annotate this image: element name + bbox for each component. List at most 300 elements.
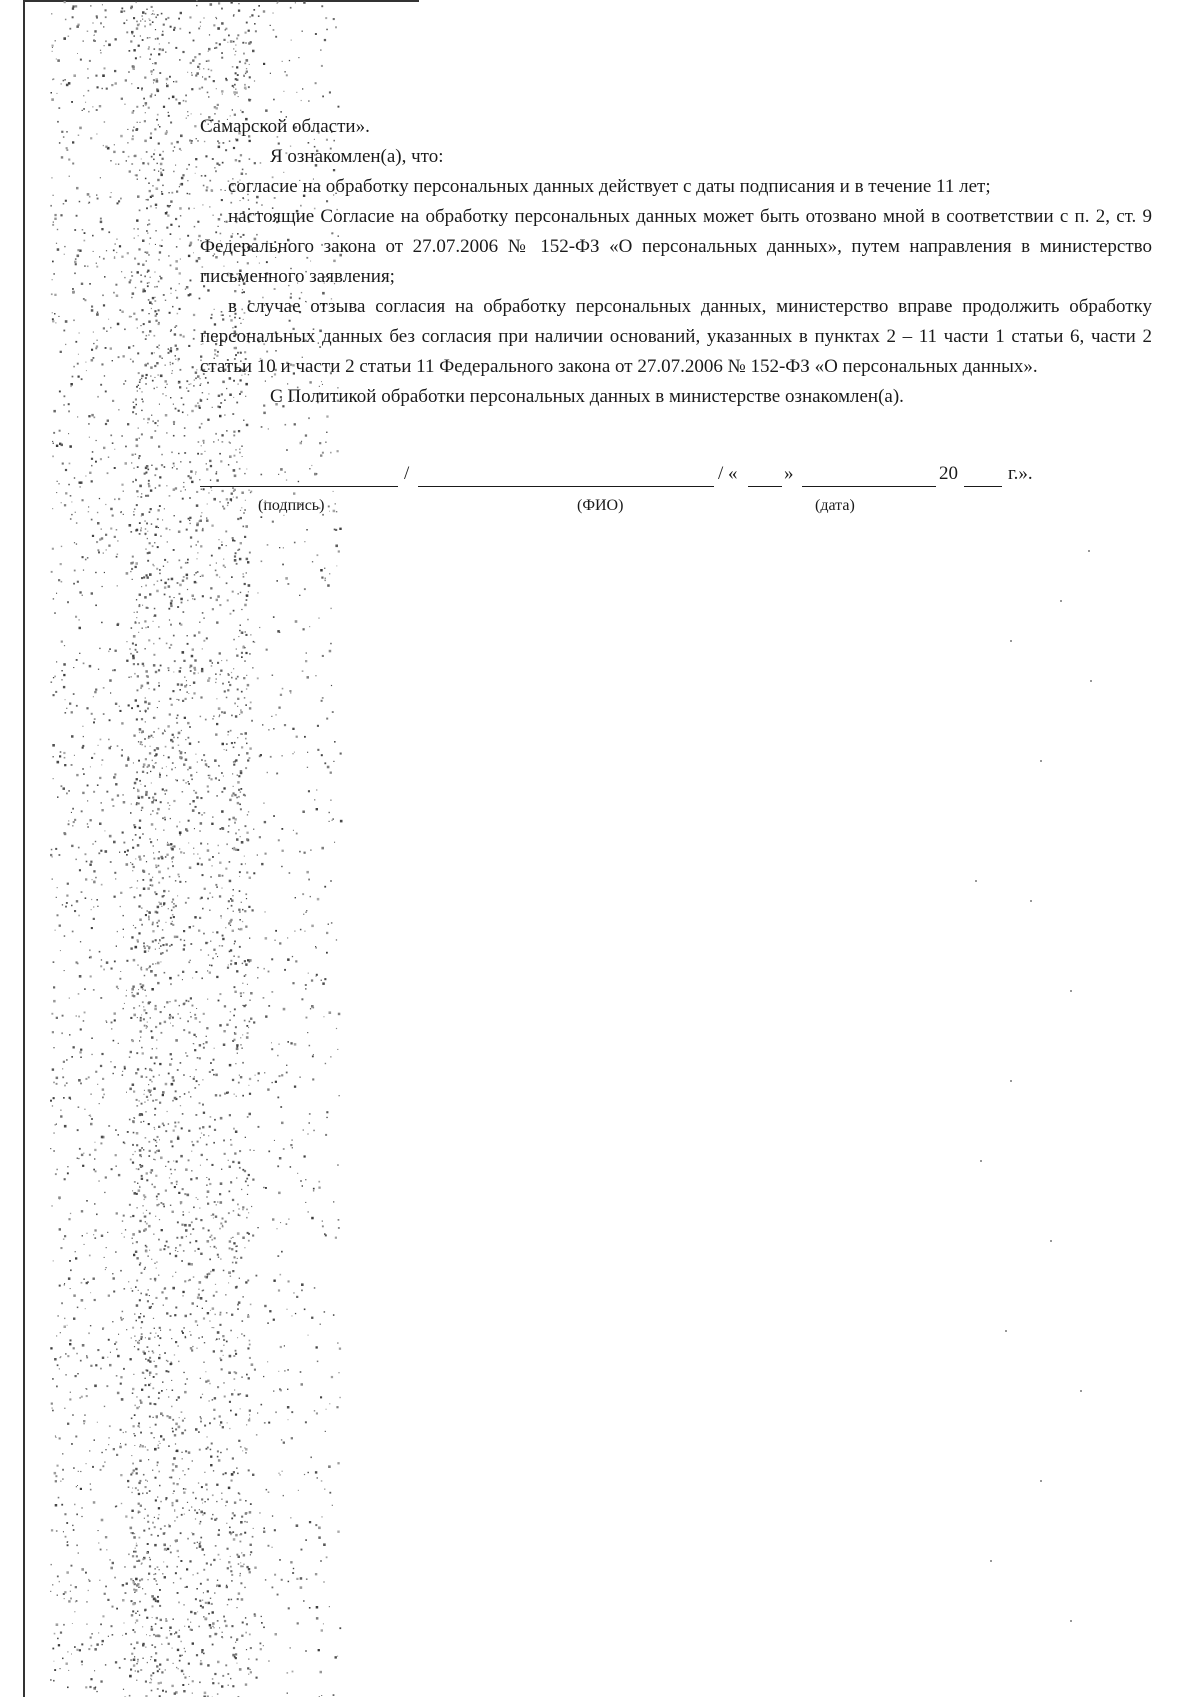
scan-speck <box>238 1214 239 1215</box>
scan-speck <box>131 275 133 277</box>
scan-speck <box>90 1325 91 1326</box>
scan-speck <box>305 984 307 986</box>
scan-speck <box>151 884 153 886</box>
scan-speck <box>232 773 233 774</box>
scan-speck <box>329 812 330 813</box>
scan-speck <box>156 1150 157 1151</box>
scan-speck <box>296 1296 298 1298</box>
scan-speck <box>93 791 95 793</box>
scan-speck <box>241 1635 243 1637</box>
scan-speck <box>338 550 340 552</box>
scan-speck <box>109 1364 112 1367</box>
scan-speck <box>170 265 172 267</box>
scan-speck <box>195 75 197 77</box>
scan-speck <box>185 1315 188 1318</box>
scan-speck <box>101 1136 104 1139</box>
scan-speck <box>209 972 211 974</box>
scan-speck <box>52 318 54 320</box>
scan-speck <box>210 1627 212 1629</box>
scan-speck <box>100 384 102 386</box>
scan-speck <box>145 112 146 113</box>
scan-speck <box>339 1397 340 1398</box>
scan-speck <box>100 177 101 178</box>
scan-speck <box>219 1338 220 1339</box>
scan-speck <box>199 1044 201 1046</box>
scan-speck <box>132 292 135 295</box>
scan-speck <box>93 1234 94 1235</box>
scan-speck <box>145 252 147 254</box>
scan-speck <box>220 1258 221 1259</box>
scan-speck <box>244 62 246 64</box>
scan-speck <box>74 1504 76 1506</box>
scan-speck <box>188 737 190 739</box>
scan-speck <box>149 1403 151 1405</box>
scan-speck <box>174 327 175 328</box>
scan-speck <box>229 818 231 820</box>
scan-speck <box>82 595 83 596</box>
scan-speck <box>58 483 60 485</box>
scan-speck <box>68 823 70 825</box>
scan-speck <box>201 897 203 899</box>
scan-speck <box>244 1247 245 1248</box>
scan-speck <box>82 1235 83 1236</box>
scan-speck <box>294 1086 296 1088</box>
scan-speck <box>162 151 164 153</box>
scan-speck <box>55 1124 56 1125</box>
scan-speck <box>143 105 144 106</box>
scan-speck <box>179 834 181 836</box>
scan-speck <box>213 1218 214 1219</box>
scan-speck <box>210 1310 211 1311</box>
scan-speck <box>241 746 243 748</box>
scan-speck <box>249 1357 251 1359</box>
scan-speck <box>212 1514 213 1515</box>
scan-speck <box>288 1607 290 1609</box>
scan-speck <box>149 20 150 21</box>
scan-speck <box>97 522 100 525</box>
scan-speck <box>186 529 188 531</box>
scan-speck <box>278 839 280 841</box>
scan-speck <box>245 73 246 74</box>
scan-speck <box>79 653 80 654</box>
scan-speck <box>95 1687 96 1688</box>
scan-speck <box>120 1429 122 1431</box>
scan-speck <box>234 1378 236 1380</box>
scan-speck <box>231 1 233 3</box>
scan-speck <box>120 906 121 907</box>
scan-speck <box>246 68 247 69</box>
scan-speck <box>188 345 190 347</box>
scan-speck <box>236 563 238 565</box>
scan-speck <box>242 734 243 735</box>
scan-speck <box>146 374 148 376</box>
scan-speck <box>232 413 234 415</box>
scan-speck <box>90 1116 91 1117</box>
scan-speck <box>294 423 296 425</box>
scan-speck <box>145 758 147 760</box>
scan-speck <box>250 1304 252 1306</box>
scan-speck <box>64 1284 65 1285</box>
scan-speck <box>163 1544 166 1547</box>
scan-speck <box>116 1212 118 1214</box>
scan-speck <box>157 925 159 927</box>
scan-speck <box>158 1239 160 1241</box>
scan-speck <box>156 286 158 288</box>
scan-speck <box>104 830 105 831</box>
scan-speck <box>77 249 79 251</box>
scan-speck <box>136 1543 137 1544</box>
scan-speck <box>58 107 60 109</box>
scan-speck <box>172 1419 174 1421</box>
scan-speck <box>259 1512 260 1513</box>
scan-speck <box>150 885 151 886</box>
scan-speck <box>235 678 237 680</box>
scan-speck <box>132 1144 134 1146</box>
scan-speck <box>329 1606 330 1607</box>
scan-speck <box>139 1615 140 1616</box>
scan-speck <box>176 1184 177 1185</box>
scan-speck <box>129 1088 132 1091</box>
scan-speck <box>127 1131 129 1133</box>
scan-speck <box>63 752 65 754</box>
scan-speck <box>176 1500 179 1503</box>
scan-speck <box>90 1483 91 1484</box>
scan-speck <box>82 1344 85 1347</box>
scan-speck <box>164 1245 166 1247</box>
scan-speck <box>315 33 317 35</box>
scan-speck <box>106 549 107 550</box>
scan-speck <box>127 757 129 759</box>
scan-speck <box>104 1257 105 1258</box>
scan-speck <box>281 1251 283 1253</box>
scan-speck <box>51 1564 52 1565</box>
scan-speck <box>103 713 105 715</box>
scan-speck <box>339 1348 341 1350</box>
scan-speck <box>190 1313 192 1315</box>
scan-speck <box>164 731 165 732</box>
scan-speck <box>220 670 222 672</box>
scan-speck <box>142 879 144 881</box>
scan-speck <box>96 899 98 901</box>
scan-speck <box>219 862 221 864</box>
scan-speck <box>66 149 68 151</box>
scan-speck <box>205 1041 207 1043</box>
scan-speck <box>241 1598 244 1601</box>
scan-speck <box>178 1013 179 1014</box>
scan-speck <box>282 688 284 690</box>
scan-speck <box>120 1376 122 1378</box>
scan-speck <box>199 1102 201 1104</box>
scan-speck <box>151 74 152 75</box>
scan-speck <box>198 239 199 240</box>
scan-speck <box>110 1061 111 1062</box>
scan-speck <box>173 672 174 673</box>
scan-speck <box>97 1422 98 1423</box>
scan-speck <box>186 388 187 389</box>
scan-speck <box>305 1421 307 1423</box>
scan-speck <box>114 1577 116 1579</box>
scan-speck <box>85 102 86 103</box>
scan-speck <box>181 730 182 731</box>
scan-speck <box>318 1187 320 1189</box>
scan-speck <box>304 1474 305 1475</box>
scan-speck <box>197 1296 200 1299</box>
scan-speck <box>106 331 108 333</box>
scan-speck <box>242 1237 245 1240</box>
scan-speck <box>190 665 193 668</box>
scan-speck <box>228 734 229 735</box>
scan-speck <box>233 1242 235 1244</box>
scan-speck <box>141 1014 142 1015</box>
scan-speck <box>66 902 68 904</box>
scan-speck <box>157 580 159 582</box>
scan-speck <box>52 1068 54 1070</box>
scan-speck <box>65 320 68 323</box>
scan-speck <box>63 1238 65 1240</box>
scan-speck <box>88 1332 90 1334</box>
scan-speck <box>106 1247 107 1248</box>
scan-speck <box>198 930 200 932</box>
scan-speck <box>154 310 156 312</box>
scan-speck <box>74 542 75 543</box>
scan-speck <box>246 572 247 573</box>
scan-speck <box>96 340 97 341</box>
scan-speck <box>170 1023 171 1024</box>
scan-speck <box>195 1518 196 1519</box>
scan-speck <box>192 1492 194 1494</box>
scan-speck <box>195 572 197 574</box>
scan-speck <box>151 1184 153 1186</box>
scan-speck <box>225 927 226 928</box>
scan-speck <box>161 454 163 456</box>
scan-speck <box>303 1600 305 1602</box>
scan-speck <box>316 1606 319 1609</box>
scan-speck <box>119 978 121 980</box>
scan-speck <box>79 1397 81 1399</box>
scan-speck <box>132 1388 134 1390</box>
scan-speck <box>249 961 251 963</box>
scan-speck <box>135 1551 137 1553</box>
scan-speck <box>178 410 180 412</box>
scan-speck <box>183 1690 185 1692</box>
scan-speck <box>160 1330 161 1331</box>
scan-speck <box>145 670 148 673</box>
scan-speck <box>72 7 73 8</box>
scan-speck <box>173 737 175 739</box>
scan-speck <box>158 669 160 671</box>
scan-speck <box>134 1181 136 1183</box>
scan-speck <box>199 53 201 55</box>
scan-speck <box>313 1007 315 1009</box>
scan-speck <box>155 1216 156 1217</box>
scan-speck <box>188 208 190 210</box>
scan-speck <box>250 1503 252 1505</box>
scan-speck <box>219 43 221 45</box>
scan-speck <box>192 1693 193 1694</box>
scan-speck <box>191 1532 192 1533</box>
scan-speck <box>135 946 138 949</box>
scan-speck <box>137 122 138 123</box>
scan-speck <box>170 364 171 365</box>
scan-speck <box>138 248 140 250</box>
scan-speck <box>228 922 230 924</box>
scan-speck <box>275 930 277 932</box>
scan-speck <box>304 931 305 932</box>
scan-speck <box>170 397 171 398</box>
scan-speck <box>84 1109 85 1110</box>
scan-speck <box>247 1280 249 1282</box>
scan-speck <box>202 1336 203 1337</box>
scan-speck <box>177 737 178 738</box>
scan-speck <box>246 964 248 966</box>
scan-speck <box>139 1587 140 1588</box>
scan-speck <box>228 900 230 902</box>
scan-speck <box>78 135 80 137</box>
scan-speck <box>69 1343 71 1345</box>
scan-speck <box>207 679 210 682</box>
scan-speck <box>210 587 212 589</box>
scan-speck <box>259 836 261 838</box>
scan-speck <box>151 156 153 158</box>
scan-speck <box>232 1262 234 1264</box>
scan-speck <box>97 1084 98 1085</box>
scan-speck <box>113 1291 115 1293</box>
scan-speck <box>193 40 195 42</box>
scan-speck <box>169 1177 170 1178</box>
scan-speck <box>187 589 188 590</box>
scan-speck <box>143 1009 145 1011</box>
scan-speck <box>147 1449 149 1451</box>
scan-speck <box>308 790 310 792</box>
scan-speck <box>61 502 62 503</box>
scan-speck <box>94 1670 95 1671</box>
scan-speck <box>157 1600 159 1602</box>
scan-speck <box>209 1183 211 1185</box>
scan-speck <box>57 1315 59 1317</box>
scan-speck <box>165 1166 166 1167</box>
scan-speck <box>221 434 223 436</box>
scan-speck <box>60 1115 62 1117</box>
scan-speck <box>245 652 247 654</box>
scan-speck <box>302 670 304 672</box>
scan-speck <box>202 1227 204 1229</box>
scan-speck <box>90 975 92 977</box>
scan-speck <box>234 1502 236 1504</box>
scan-speck <box>95 75 97 77</box>
scan-speck <box>177 683 179 685</box>
scan-speck <box>245 42 247 44</box>
scan-speck <box>214 1129 216 1131</box>
scan-speck <box>86 1463 87 1464</box>
scan-speck <box>223 1616 225 1618</box>
scan-speck <box>178 1602 180 1604</box>
scan-speck <box>173 423 175 425</box>
scan-speck <box>56 1083 58 1085</box>
scan-speck <box>238 1492 240 1494</box>
scan-speck <box>222 93 223 94</box>
scan-speck <box>114 961 116 963</box>
scan-speck <box>149 593 151 595</box>
scan-speck <box>141 586 142 587</box>
scan-speck <box>140 496 142 498</box>
scan-speck <box>82 747 84 749</box>
scan-speck <box>214 1673 216 1675</box>
scan-speck <box>82 499 84 501</box>
scan-speck <box>160 1619 162 1621</box>
scan-speck <box>112 1321 113 1322</box>
scan-speck <box>226 1024 228 1026</box>
scan-speck <box>239 919 241 921</box>
scan-speck <box>154 430 156 432</box>
scan-speck <box>303 914 304 915</box>
scan-speck <box>158 882 160 884</box>
scan-speck <box>216 88 217 89</box>
scan-speck <box>151 523 152 524</box>
scan-speck <box>205 1602 207 1604</box>
scan-speck <box>145 698 146 699</box>
scan-speck <box>136 2 137 3</box>
scan-speck <box>129 1056 131 1058</box>
scan-speck <box>94 40 96 42</box>
scan-speck <box>76 774 78 776</box>
scan-speck <box>146 1223 148 1225</box>
scan-speck <box>155 315 157 317</box>
scan-speck <box>104 276 106 278</box>
scan-speck <box>121 1398 124 1401</box>
scan-speck <box>63 1593 65 1595</box>
scan-speck <box>105 534 107 536</box>
scan-speck <box>89 1580 91 1582</box>
scan-speck <box>121 1233 122 1234</box>
scan-speck <box>132 1215 134 1217</box>
scan-speck <box>192 1228 194 1230</box>
scan-speck <box>128 1281 129 1282</box>
scan-speck <box>133 1014 136 1017</box>
scan-speck <box>85 1078 87 1080</box>
scan-speck <box>151 783 152 784</box>
scan-speck <box>123 383 125 385</box>
scan-speck <box>232 1685 234 1687</box>
scan-speck <box>51 92 53 94</box>
scan-speck <box>210 876 212 878</box>
scan-speck <box>71 1565 73 1567</box>
scan-speck <box>150 277 151 278</box>
scan-speck <box>321 65 323 67</box>
scan-speck <box>244 604 247 607</box>
scan-speck <box>230 963 232 965</box>
scan-speck <box>74 1611 75 1612</box>
scan-speck <box>240 1408 241 1409</box>
scan-speck <box>161 1291 163 1293</box>
scan-speck <box>209 1383 211 1385</box>
scan-speck <box>225 78 227 80</box>
scan-speck <box>137 1068 139 1070</box>
scan-speck <box>139 381 141 383</box>
scan-speck <box>140 1432 142 1434</box>
scan-speck <box>165 1190 167 1192</box>
scan-speck <box>237 775 238 776</box>
scan-speck <box>200 1416 201 1417</box>
scan-speck <box>84 232 86 234</box>
scan-speck <box>248 1085 249 1086</box>
scan-speck <box>133 824 135 826</box>
scan-speck <box>136 27 138 29</box>
scan-speck <box>233 1039 235 1041</box>
scan-speck <box>166 1566 167 1567</box>
scan-speck <box>194 828 195 829</box>
scan-speck <box>129 50 131 52</box>
scan-speck <box>231 899 234 902</box>
